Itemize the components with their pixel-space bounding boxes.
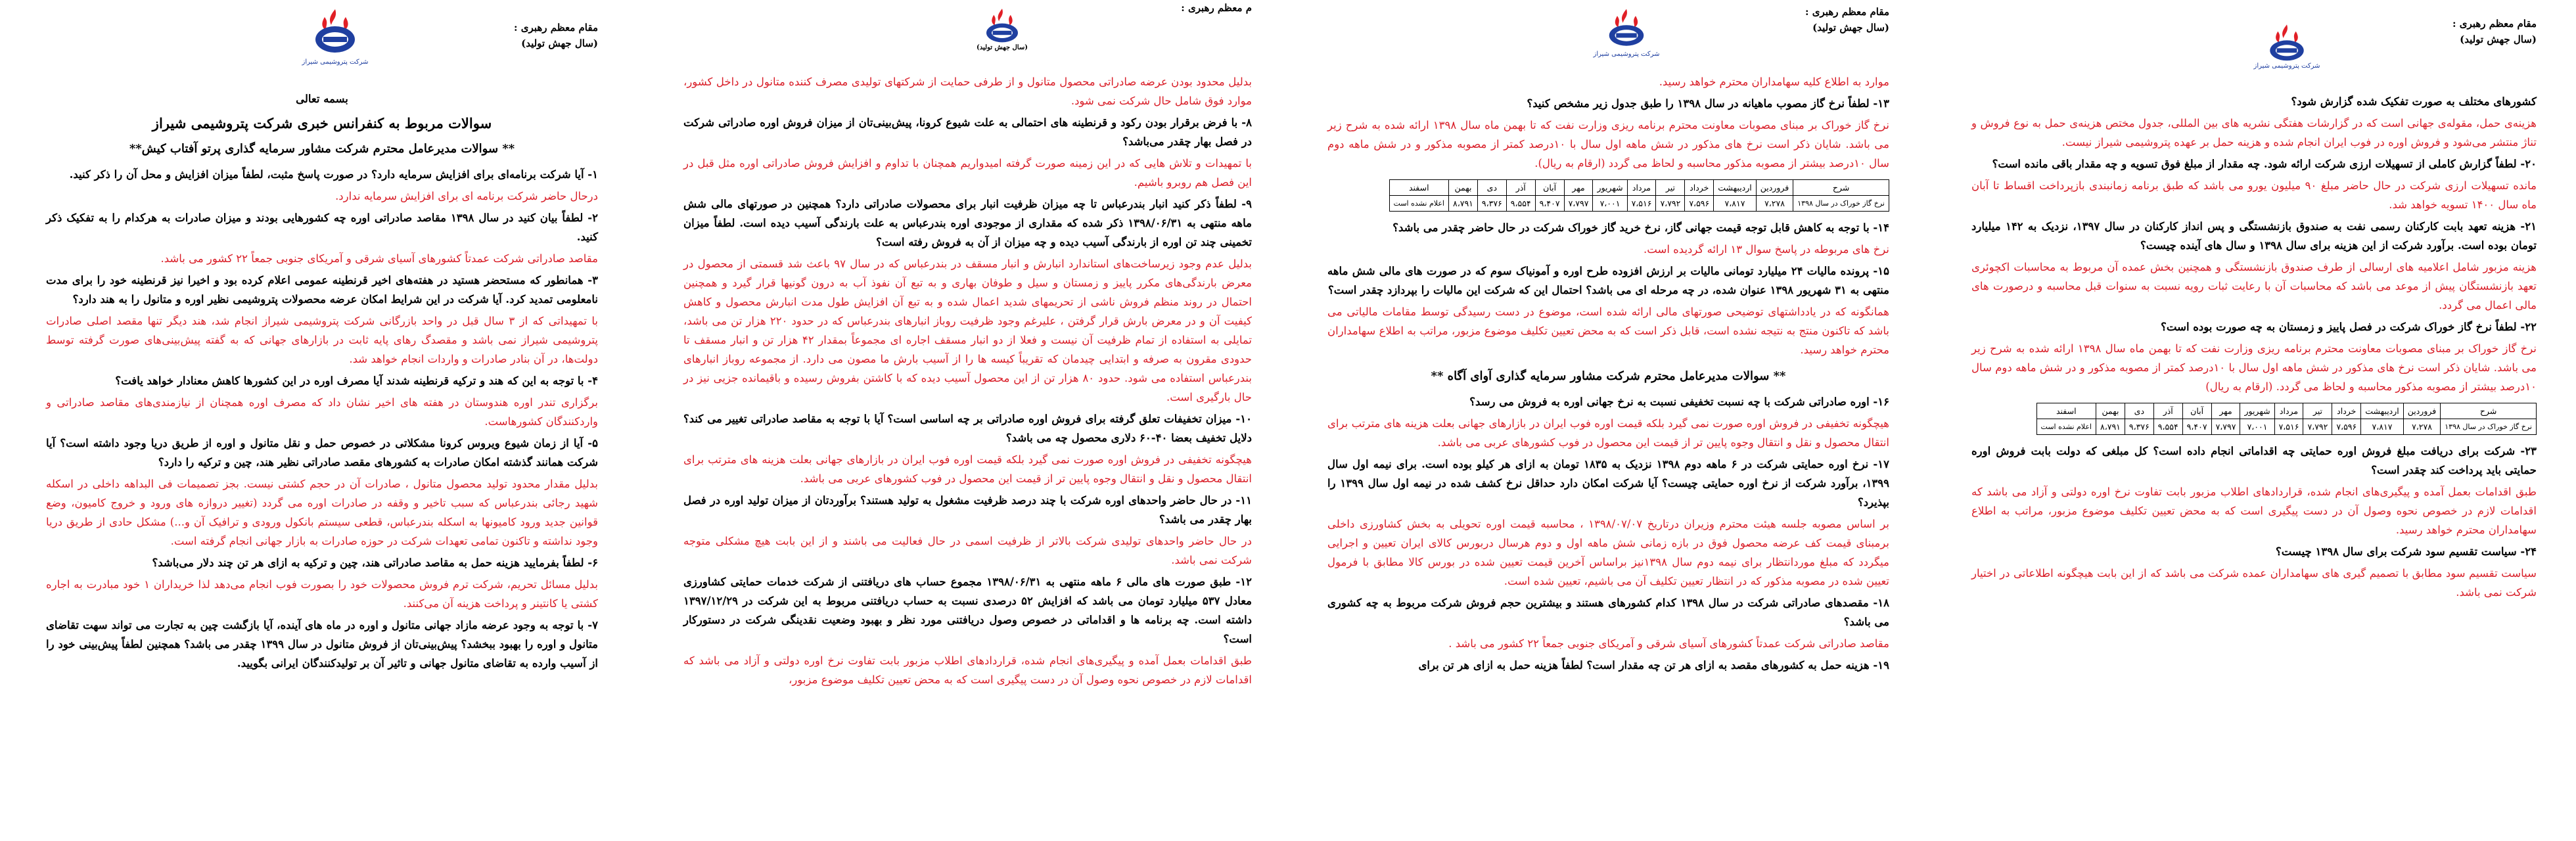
column-header: تیر (1656, 180, 1685, 196)
qa-list-top (1971, 92, 2537, 396)
table-cell: ۷،۵۱۶ (2274, 419, 2303, 435)
question-text: ۲۳- شرکت برای دریافت مبلغ فروش اوره حمایتی چه اقداماتی انجام داده است؟ کل مبلغی که دولت بابت فروش اوره حمایتی باید پرداخت کند چقدر است؟ (1971, 445, 2537, 476)
table-cell: اعلام نشده است (2036, 419, 2096, 435)
answer-text: نرخ گاز خوراک بر مبنای مصوبات معاونت محترم برنامه ریزی وزارت نفت که تا بهمن ماه سال ۱۳۹۸ ارائه شده به شرح زیر می باشد. شایان ذکر است نرخ های مذکور در شش ماهه اول سال با ۱۰درصد کمتر از مصوبه مذکور و در شش ماهه دوم سال ۱۰درصد بیشتر از مصوبه مذکور محاسبه و لحاظ می گردد (ارقام به ریال). (1327, 119, 1889, 170)
qa-list (683, 72, 1252, 689)
column-header: بهمن (2096, 403, 2125, 419)
question-text: ۱۱- در حال حاضر واحدهای اوره شرکت با چند درصد ظرفیت مشغول به تولید هستند؟ برآوردتان از میزان تولید اوره در فصل بهار چقدر می باشد؟ (683, 494, 1252, 526)
question-text: ۲۰- لطفاً گزارش کاملی از تسهیلات ارزی شرکت ارائه شود. چه مقدار از مبلغ فوق تسویه و چه مقدار باقی مانده است؟ (1992, 158, 2537, 170)
column-header: دی (1477, 180, 1506, 196)
answer-text: مقاصد صادراتی شرکت عمدتاً کشورهای آسیای شرقی و آمریکای جنوبی جمعاً ۲۲ کشور می باشد. (160, 252, 598, 265)
table-row (2036, 419, 2536, 435)
answer-text: سیاست تقسیم سود مطابق با تصمیم گیری های سهامداران عمده شرکت می باشد که از این بابت هیچگونه اطلاعاتی در اختیار شرکت نمی باشد. (1971, 567, 2537, 599)
table-cell: ۷،۷۹۷ (1564, 196, 1593, 212)
answer-text: طبق اقدامات بعمل آمده و پیگیری‌های انجام شده، قراردادهای اطلاب مزبور بابت تفاوت نرخ اوره دولتی و آزاد می باشد که اقدامات لازم در خصوص نحوه وصول آن در دست پیگیری است که به محض تعیین تکلیف موضوع مزبور، مراتب به اطلاع سهامداران محترم خواهد رسید. (1971, 486, 2537, 536)
answer-text: مقاصد صادراتی شرکت عمدتاً کشورهای آسیای شرقی و آمریکای جنوبی جمعاً ۲۲ کشور می باشد . (1448, 637, 1889, 650)
answer-text: با تمهیدات و تلاش هایی که در این زمینه صورت گرفته امیدواریم همچنان با تداوم و افزایش فروش صادراتی اوره مثل قبل در این فصل هم روبرو باشیم. (683, 157, 1252, 189)
answer-text: درحال حاضر شرکت برنامه ای برای افزایش سرمایه ندارد. (335, 190, 598, 202)
section-subtitle: ** سوالات مدیرعامل محترم شرکت مشاور سرمایه گذاری پرتو آفتاب کیش** (129, 142, 515, 156)
answer-text: بدلیل عدم وجود زیرساخت‌های استاندارد انبارش و انبار مسقف در بندرعباس که در سال ۹۷ باعث شد قسمتی از محصول در معرض بارندگی‌های مکرر پاییز و زمستان و سیل و طوفان بهاری و به تبع آن نفوذ آب به درون گونیها قرار گیرد و همچنین احتمال در روند منظم فروش ناشی از تحریمهای شدید اعمال شده و به تبع آن افزایش طول مدت انبارش محصول و کاهش کیفیت آن و در معرض بارش قرار گرفتن ، علیرغم وجود ظرفیت روباز انبارهای بندرعباس که در حدود ۲۲۰ هزار تن می باشد، تمایلی به استفاده از تمام ظرفیت آن نیست و فعلا از دو انبار مسقف اجاره ای مجموعاً بمقدار ۴۲ هزار تن و انبار مسقف تا حدودی مقرون به صرفه و ابتدایی چیدمان که تقریباً کیسه ها را از آسیب بارش ما مصون می دارد. از مجموعه روباز انبارهای بندرعباس استفاده می شود. حدود ۸۰ هزار تن از این محصول آسیب دیده که با کاشتن بفروش رسیده و باقیمانده جزیی نیز در حال بارگیری است. (683, 258, 1253, 403)
answer-text: موارد به اطلاع کلیه سهامداران محترم خواهد رسید. (1659, 76, 1889, 88)
answer-text: برگزاری تندر اوره هندوستان در هفته های اخیر نشان داد که مصرف اوره همچنان از نیازمندی‌های مقاصد صادراتی و واردکنندگان کشورهاست. (46, 396, 598, 428)
header-label: مقام معظم رهبری : (سال جهش تولید) (2452, 18, 2537, 45)
question-text: ۱۴- با توجه به کاهش قابل توجه قیمت جهانی گاز، نرخ خرید گاز خوراک شرکت در حال حاضر چقدر می باشد؟ (1392, 221, 1889, 234)
qa-list-bottom (1971, 442, 2537, 602)
table-cell: ۹،۳۷۶ (1477, 196, 1506, 212)
question-text: ۱۵- پرونده مالیات ۲۴ میلیارد تومانی مالیات بر ارزش افزوده طرح اوره و آمونیاک سوم که در صورت های مالی شش ماهه منتهی به ۳۱ شهریور ۱۳۹۸ عنوان شده، در چه مرحله ای می باشد؟ احتمال این که شرکت این مالیات را بپردازد چقدر است؟ (1327, 265, 1890, 296)
question-text: ۲۱- هزینه تعهد بابت کارکنان رسمی نفت به صندوق بازنشستگی و پس انداز کارکنان در سال ۱۳۹۷، نزدیک به ۱۴۲ میلیارد تومان بوده است. برآورد شرکت از این هزینه برای سال ۱۳۹۸ و سال های آینده چیست؟ (1971, 220, 2537, 252)
question-text: ۴- با توجه به این که هند و ترکیه قرنطینه شدند آیا مصرف اوره در این کشورها کاهش معنادار خواهد یافت؟ (115, 375, 598, 387)
answer-text: هزینه مزبور شامل اعلامیه های ارسالی از طرف صندوق بازنشستگی و همچنین بخش عمده آن مربوط به محاسبات اکچوئری تعهد بازنشستگان پیش از موعد می باشد که محاسبات آن با رعایت ثبات رویه نسبت به سنوات قبل محاسبه و درصورت های مالی اعمال می گردد. (1971, 261, 2537, 311)
header-label: مقام معظم رهبری : (سال جهش تولید) (514, 22, 598, 49)
table-cell: ۸،۷۹۱ (2096, 419, 2125, 435)
table-cell: ۷،۰۰۱ (1593, 196, 1627, 212)
table-cell: ۷،۷۹۲ (2303, 419, 2332, 435)
table-cell: اعلام نشده است (1389, 196, 1448, 212)
table-cell: ۷،۰۰۱ (2240, 419, 2274, 435)
answer-text: هیچگونه تخفیفی در فروش اوره صورت نمی گیرد بلکه قیمت اوره فوب ایران در بازارهای جهانی بعلت هزینه های مترتب برای انتقال محصول و نقل و انتقال وجوه پایین تر از قیمت این محصول در فوب کشورهای عربی می باشد. (683, 453, 1252, 485)
qa-list (46, 165, 598, 673)
column-header: خرداد (2332, 403, 2361, 419)
qa-list-bottom (1327, 392, 1889, 675)
table-cell: ۷،۵۱۶ (1627, 196, 1656, 212)
basmala: بسمه تعالی (296, 93, 348, 105)
logo-icon (1603, 7, 1649, 50)
question-text: ۶- لطفاً بفرمایید هزینه حمل به مقاصد صادراتی هند، چین و ترکیه به ازای هر تن چند دلار می‌باشد؟ (152, 557, 598, 569)
document-page-3 (1288, 0, 1932, 841)
column-header: آذر (1506, 180, 1535, 196)
question-text: ۳- همانطور که مستحضر هستید در هفته‌های اخیر قرنطینه عمومی اعلام کرده بود و اخیرا نیز قرنطینه خود را برای مدت نامعلومی تمدید کرد. آیا شرکت در این شرایط امکان عرضه محصولات پتروشیمی نظیر اوره و متانول را به هند دارد؟ (46, 274, 598, 306)
column-header: فروردین (1756, 180, 1793, 196)
table-cell: ۹،۴۰۷ (2182, 419, 2211, 435)
company-logo: (سال جهش تولید) (950, 7, 1055, 82)
row-label: نرخ گاز خوراک در سال ۱۳۹۸ (2441, 419, 2537, 435)
column-header: شهریور (1593, 180, 1627, 196)
table-cell: ۸،۷۹۱ (1449, 196, 1478, 212)
table-cell: ۷،۸۱۷ (1714, 196, 1757, 212)
answer-text: هیچگونه تخفیفی در فروش اوره صورت نمی گیرد بلکه قیمت اوره فوب ایران در بازارهای جهانی بعلت هزینه های مترتب برای انتقال محصول و نقل و انتقال وجوه پایین تر از قیمت این محصول در فوب کشورهای عربی می باشد. (1327, 417, 1889, 449)
table-cell: ۷،۷۹۲ (1656, 196, 1685, 212)
page-title: سوالات مربوط به کنفرانس خبری شرکت پتروشیمی شیراز (152, 115, 492, 131)
table-cell: ۷،۷۹۷ (2211, 419, 2240, 435)
question-text: ۲- لطفاً بیان کنید در سال ۱۳۹۸ مقاصد صادراتی اوره چه کشورهایی بودند و میزان صادرات به هرکدام را به تفکیک ذکر کنید. (46, 212, 598, 243)
column-header: مهر (1564, 180, 1593, 196)
column-header: اردیبهشت (2361, 403, 2404, 419)
question-text: ۱۰- میزان تخفیفات تعلق گرفته برای فروش اوره صادراتی بر چه اساسی است؟ آیا با توجه به مقاصد صادراتی تغییر می کند؟ دلایل تخفیف بعضا ۴۰-۶۰ دلاری محصول چه می باشد؟ (683, 413, 1252, 444)
page-header (683, 0, 1252, 72)
page-header (46, 0, 598, 85)
table-cell: ۹،۳۷۶ (2125, 419, 2153, 435)
logo-icon (2264, 22, 2310, 62)
qa-list-top (1327, 72, 1889, 173)
question-text: ۱۸- مقصدهای صادراتی شرکت در سال ۱۳۹۸ کدام کشورهای هستند و بیشترین حجم فروش شرکت مربوط به چه کشوری می باشد؟ (1327, 597, 1889, 628)
column-header: دی (2125, 403, 2153, 419)
header-label: م معظم رهبری : (1181, 2, 1252, 14)
answer-text: بدلیل مسائل تحریم، شرکت ترم فروش محصولات خود را بصورت فوب انجام می‌دهد لذا خریداران ۱ خود مبادرت به اجاره کشتی یا کانتینر و پرداخت هزینه آن می‌کنند. (46, 578, 598, 610)
column-header: فروردین (2403, 403, 2441, 419)
question-text: ۱۳- لطفاً نرخ گاز مصوب ماهیانه در سال ۱۳۹۸ را طبق جدول زیر مشخص کنید؟ (1527, 97, 1889, 110)
question-text: ۱۹- هزینه حمل به کشورهای مقصد به ازای هر تن چه مقدار است؟ لطفاً هزینه حمل به ازای هر تن برای (1418, 659, 1889, 671)
row-label: نرخ گاز خوراک در سال ۱۳۹۸ (1793, 196, 1889, 212)
question-text: ۱۲- طبق صورت های مالی ۶ ماهه منتهی به ۱۳۹۸/۰۶/۳۱ مجموع حساب های دریافتنی از شرکت خدمات حمایتی کشاورزی معادل ۵۳۷ میلیارد تومان می باشد که افزایش ۵۲ درصدی نسبت به حساب دریافتنی مربوط به این شرکت در ۱۳۹۷/۱۲/۲۹ داشته است. چه برنامه ها و اقداماتی در خصوص وصول دریافتنی مورد نظر و بهبود وضعیت نقدینگی شرکت در دستورکار است؟ (683, 576, 1253, 645)
table-row (1389, 196, 1889, 212)
answer-text: همانگونه که در یادداشتهای توضیحی صورتهای مالی ارائه شده است، موضوع در دست رسیدگی توسط مقامات مالیاتی می باشد که تاکنون منتج به نتیجه نشده است، قابل ذکر است که به محض تعیین تکلیف موضوع مزبور، مراتب به اطلاع سهامداران محترم خواهد رسید. (1327, 306, 1889, 356)
column-header: تیر (2303, 403, 2332, 419)
column-header: شرح (1793, 180, 1889, 196)
question-text: ۱۶- اوره صادراتی شرکت با چه نسبت تخفیفی نسبت به نرخ جهانی اوره به فروش می رسد؟ (1469, 396, 1889, 408)
column-header: مرداد (1627, 180, 1656, 196)
question-text: ۵- آیا از زمان شیوع ویروس کرونا مشکلاتی در خصوص حمل و نقل متانول و اوره از طریق دریا وجود داشته است؟ آیا شرکت همانند گذشته امکان صادرات به کشورهای مقصد صادراتی نظیر هند، چین و ترکیه را دارد؟ (46, 437, 598, 468)
column-header: شرح (2441, 403, 2537, 419)
column-header: بهمن (1449, 180, 1478, 196)
qa-list-mid (1327, 218, 1889, 359)
column-header: اسفند (1389, 180, 1448, 196)
company-logo: شرکت پتروشیمی شیراز (283, 5, 388, 81)
question-text: ۱- آیا شرکت برنامه‌ای برای افزایش سرمایه دارد؟ در صورت پاسخ مثبت، لطفاً میزان افزایش و محل آن را ذکر کنید. (69, 168, 598, 181)
column-header: خرداد (1685, 180, 1714, 196)
table-cell: ۷،۵۹۶ (2332, 419, 2361, 435)
column-header: آبان (2182, 403, 2211, 419)
question-text: ۲۲- لطفاً نرخ گاز خوراک شرکت در فصل پاییز و زمستان به چه صورت بوده است؟ (2161, 321, 2537, 333)
table-cell: ۹،۴۰۷ (1535, 196, 1564, 212)
table-header-row (1389, 180, 1889, 196)
section-subtitle: ** سوالات مدیرعامل محترم شرکت مشاور سرمایه گذاری آوای آگاه ** (1431, 369, 1786, 383)
column-header: مهر (2211, 403, 2240, 419)
answer-text: بر اساس مصوبه جلسه هیئت محترم وزیران درتاریخ ۱۳۹۸/۰۷/۰۷ ، محاسبه قیمت اوره تحویلی به بخش کشاورزی داخلی برمبنای قیمت کف عرضه محصول فوق در بازه زمانی شش ماهه اول و دوم هرسال دربورس کالای ایران تعیین و اجرایی میگردد که مبلغ موردانتظار برای نیمه دوم سال ۱۳۹۸نیز براساس آخرین قیمت تعیین شده در بورس کالا مطابق با فرمول تعیین شده در مصوبه مذکور که در انتظار تعیین تکلیف آن می باشیم، تعیین شده است. (1327, 518, 1889, 587)
table-cell: ۷،۸۱۷ (2361, 419, 2404, 435)
header-label: مقام معظم رهبری : (سال جهش تولید) (1805, 6, 1889, 34)
table-header-row (2036, 403, 2536, 419)
question-text: ۸- با فرض برقرار بودن رکود و قرنطینه های احتمالی به علت شیوع کرونا، پیش‌بینی‌تان از میزان فروش اوره صادراتی شرکت در فصل بهار چقدر می‌باشد؟ (683, 116, 1252, 148)
question-text: ۹- لطفاً ذکر کنید انبار بندرعباس تا چه میزان ظرفیت انبار برای محصولات صادراتی دارد؟ همچنین در صورتهای مالی شش ماهه منتهی به ۱۳۹۸/۰۶/۳۱ ذکر شده که مقداری از موجودی اوره بندرعباس به علت بارندگی آسیب دیده است. لطفاً میزان تخمینی چند تن اوره از بارندگی آسیب دیده و چه میزان از آن به فروش رفته است؟ (683, 198, 1252, 248)
answer-text: بدلیل محدود بودن عرضه صادراتی محصول متانول و از طرفی حمایت از شرکتهای تولیدی مصرف کننده متانول در داخل کشور، موارد فوق شامل حال شرکت نمی شود. (683, 76, 1252, 107)
logo-icon (309, 5, 361, 58)
gas-price-table (1389, 179, 1889, 212)
column-header: آبان (1535, 180, 1564, 196)
table-cell: ۷،۲۷۸ (1756, 196, 1793, 212)
question-text: کشورهای مختلف به صورت تفکیک شده گزارش شود؟ (2291, 95, 2537, 108)
answer-text: طبق اقدامات بعمل آمده و پیگیری‌های انجام شده، قراردادهای اطلاب مزبور بابت تفاوت نرخ اوره دولتی و آزاد می باشد که اقدامات لازم در خصوص نحوه وصول آن در دست پیگیری است که به محض تعیین تکلیف موضوع مزبور، (683, 654, 1252, 686)
column-header: مرداد (2274, 403, 2303, 419)
answer-text: بدلیل مقدار محدود تولید محصول متانول ، صادرات آن در حجم کشتی نیست. بجز تصمیمات فی البداهه داخلی در اسکله شهید رجائی بندرعباس که سبب تاخیر و وقفه در صادرات اوره می گردد (تغییر دروازه های ورود و خروج کامیون، وضع قوانین جدید ورود کامیونها به اسکله بندرعباس، قطعی سیستم بانکول ورودی و ترافیک آن و...) مشکل حادی از طریق دریا وجود نداشته و تاکنون تمامی تعهدات شرکت در حوزه صادرات به بازار جهانی انجام گرفته است. (46, 478, 598, 547)
table-cell: ۷،۲۷۸ (2403, 419, 2441, 435)
company-logo: شرکت پتروشیمی شیراز (2234, 22, 2339, 98)
question-text: ۲۴- سیاست تقسیم سود شرکت برای سال ۱۳۹۸ چیست؟ (2275, 545, 2537, 558)
answer-text: با تمهیداتی که از ۳ سال قبل در واحد بازرگانی شرکت پتروشیمی شیراز انجام شد، هند دیگر تنها مقصد اصلی صادرات پتروشیمی شیراز نمی باشد و مقصدگ رهای پایه ثابت در بازارهای جهانی که به گفته پیش‌بینی‌های صورت گرفته توسط دولت‌ها، در آن بنادر صادرات و واردات انجام خواهد شد. (46, 315, 598, 365)
company-logo: شرکت پتروشیمی شیراز (1574, 7, 1679, 82)
column-header: آذر (2153, 403, 2182, 419)
answer-text: مانده تسهیلات ارزی شرکت در حال حاضر مبلغ ۹۰ میلیون یورو می باشد که طبق برنامه زمانبندی بازپرداخت اقساط تا آبان ماه سال ۱۴۰۰ تسویه خواهد شد. (1971, 179, 2537, 211)
answer-text: هزینه‌ی حمل، مقوله‌ی جهانی است که در گزارشات هفتگی نشریه های بین المللی، جدول مختص هزینه‌ی حمل به نوع فروش و تناژ منتشر می‌شود و فروش اوره در فوب ایران انجام شده و هزینه حمل بر عهده پتروشیمی شیراز نیست. (1971, 117, 2537, 148)
answer-text: نرخ گاز خوراک بر مبنای مصوبات معاونت محترم برنامه ریزی وزارت نفت که تا بهمن ماه سال ۱۳۹۸ ارائه شده به شرح زیر می باشد. شایان ذکر است نرخ های مذکور در شش ماهه اول سال با ۱۰درصد کمتر از مصوبه مذکور و در شش ماهه دوم سال ۱۰درصد بیشتر از مصوبه مذکور محاسبه و لحاظ می گردد. (ارقام به ریال) (1971, 342, 2537, 393)
document-page-4 (1932, 0, 2576, 841)
question-text: ۷- با توجه به وجود عرضه مازاد جهانی متانول و اوره در ماه های آینده، آیا بازگشت چین به تجارت می تواند سهت تقاضای متانول و اوره را بهبود ببخشد؟ پیش‌بینی‌تان از فروش متانول در سال ۱۳۹۹ چقدر می باشد؟ همچنین لطفاً پیش‌بینی خود را از آسیب وارده به تقاضای متانول جهانی و تاثیر آن بر تولیدکنندگان ایرانی بگویید. (46, 619, 598, 670)
table-cell: ۹،۵۵۴ (1506, 196, 1535, 212)
table-cell: ۹،۵۵۴ (2153, 419, 2182, 435)
table-cell: ۷،۵۹۶ (1685, 196, 1714, 212)
answer-text: در حال حاضر واحدهای تولیدی شرکت بالاتر از ظرفیت اسمی در حال فعالیت می باشند و از این بابت هیچ مشکلی متوجه شرکت نمی باشد. (683, 535, 1252, 566)
document-page-1 (0, 0, 644, 841)
gas-price-table (2036, 403, 2537, 435)
document-page-2 (644, 0, 1288, 841)
page-header (1327, 0, 1889, 72)
logo-icon (981, 7, 1023, 43)
column-header: اسفند (2036, 403, 2096, 419)
page-header (1971, 0, 2537, 72)
column-header: شهریور (2240, 403, 2274, 419)
column-header: اردیبهشت (1714, 180, 1757, 196)
question-text: ۱۷- نرخ اوره حمایتی شرکت در ۶ ماهه دوم ۱۳۹۸ نزدیک به ۱۸۳۵ تومان به ازای هر کیلو بوده است. برای نیمه اول سال ۱۳۹۹، برآورد شرکت از نرخ اوره حمایتی چیست؟ آیا شرکت امکان دارد حداقل نرخ کشف شده در نیمه اول سال ۱۳۹۹ را بپذیرد؟ (1327, 458, 1890, 509)
answer-text: نرخ های مربوطه در پاسخ سوال ۱۳ ارائه گردیده است. (1644, 243, 1889, 256)
